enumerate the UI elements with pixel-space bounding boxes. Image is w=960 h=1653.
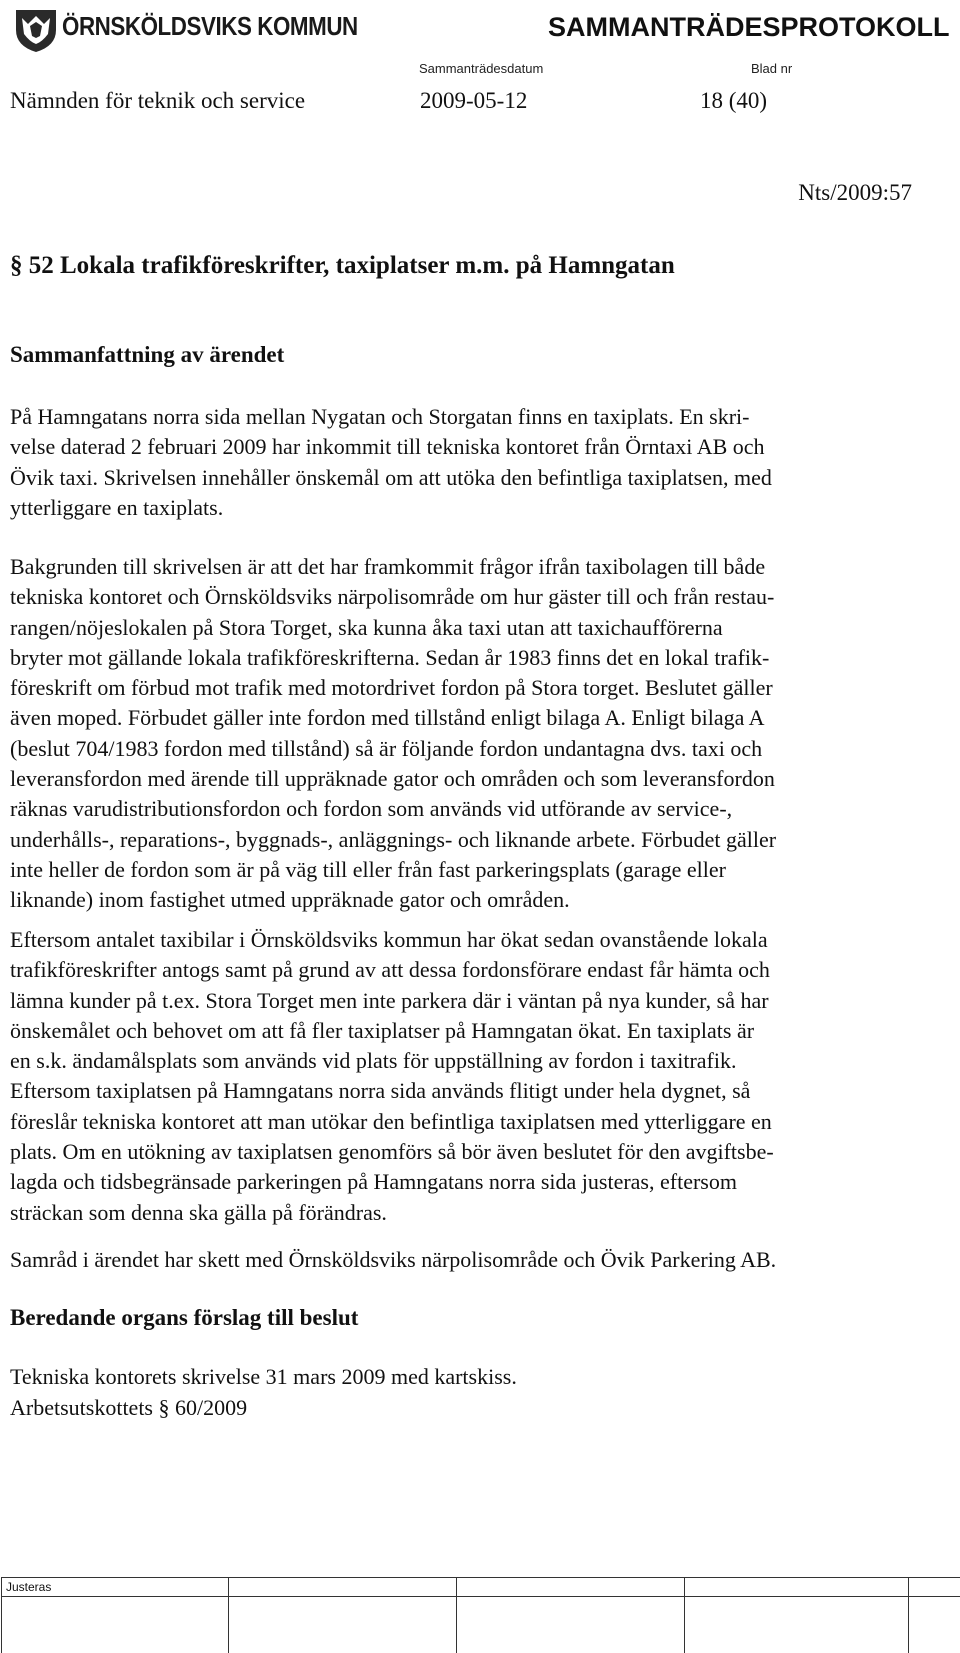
paragraph-line: tekniska kontoret och Örnsköldsviks närpolisområde om hur gäster till och från restau- [10,584,775,610]
paragraph-line: rangen/nöjeslokalen på Stora Torget, ska kunna åka taxi utan att taxichaufförerna [10,614,723,640]
paragraph-line: På Hamngatans norra sida mellan Nygatan och Storgatan finns en taxiplats. En skri- [10,404,750,429]
paragraph-4 [10,1245,910,1275]
signature-cell [2,1578,909,1653]
paragraph-line: lagda och tidsbegränsade parkeringen på Hamngatans norra sida justeras, eftersom [10,1169,737,1195]
section-heading: § 52 Lokala trafikföreskrifter, taxiplatser m.m. på Hamngatan [10,252,675,279]
date-label: Sammanträdesdatum [419,61,544,76]
reference-item: Arbetsutskottets § 60/2009 [10,1394,248,1420]
paragraph-line: lämna kunder på t.ex. Stora Torget men inte parkera där i väntan på nya kunder, så har [10,987,769,1013]
case-reference: Nts/2009:57 [798,180,912,205]
paragraph-line: trafikföreskrifter antogs samt på grund av att dessa fordonsförare endast får hämta och [10,957,770,983]
paragraph-line: en s.k. ändamålsplats som används vid plats för uppställning av fordon i taxitrafik. [10,1048,737,1074]
paragraph-line: leveransfordon med ärende till uppräknade gator och områden och som leveransfordon [10,766,775,792]
reference-item: Tekniska kontorets skrivelse 31 mars 2009 med kartskiss. [10,1364,517,1389]
summary-heading: Sammanfattning av ärendet [10,342,285,367]
paragraph-line: Eftersom taxiplatsen på Hamngatans norra sida används flitigt under hela dygnet, så [10,1078,751,1104]
paragraph-1 [10,402,910,523]
paragraph-line: bryter mot gällande lokala trafikföreskrifterna. Sedan år 1983 finns det en lokal trafik- [10,644,770,670]
paragraph-line: ytterliggare en taxiplats. [10,494,224,520]
paragraph-line: plats. Om en utökning av taxiplatsen genomförs så bör även beslutet för den avgiftsbe- [10,1139,774,1165]
page-label: Blad nr [751,61,793,76]
paragraph-line: underhålls-, reparations-, byggnads-, anläggnings- och liknande arbete. Förbudet gäller [10,826,777,852]
proposal-heading: Beredande organs förslag till beslut [10,1305,359,1330]
municipality-name: ÖRNSKÖLDSVIKS KOMMUN [62,11,358,41]
paragraph-line: Samråd i ärendet har skett med Örnsköldsviks närpolisområde och Övik Parkering AB. [10,1247,777,1272]
paragraph-line: föreslår tekniska kontoret att man utökar den befintliga taxiplatsen med ytterliggare en [10,1108,772,1134]
paragraph-line: velse daterad 2 februari 2009 har inkommit till tekniska kontoret från Örntaxi AB och [10,434,765,460]
paragraph-line: liknande) inom fastighet utmed uppräknade gator och områden. [10,887,570,913]
paragraph-line: inte heller de fordon som är på väg till eller från fast parkeringsplats (garage eller [10,856,726,882]
reference-list [10,1362,517,1423]
paragraph-2 [10,552,910,916]
paragraph-line: (beslut 704/1983 fordon med tillstånd) så är följande fordon undantagna dvs. taxi och [10,735,763,761]
paragraph-line: Övik taxi. Skrivelsen innehåller önskemål om att utöka den befintliga taxiplatsen, med [10,464,772,490]
justeras-label: Justeras [6,1580,52,1594]
page-number: 18 (40) [700,88,768,113]
paragraph-line: sträckan som denna ska gälla på förändras. [10,1199,387,1225]
paragraph-line: räknas varudistributionsfordon och fordon som används vid utförande av service-, [10,796,733,822]
signature-table [1,1577,960,1653]
paragraph-line: Eftersom antalet taxibilar i Örnsköldsviks kommun har ökat sedan ovanstående lokala [10,927,768,952]
paragraph-line: önskemålet och behovet om att få fler taxiplatser på Hamngatan ökat. En taxiplats är [10,1017,755,1043]
paragraph-3 [10,925,910,1228]
crest-icon [12,4,60,54]
paragraph-line: Bakgrunden till skrivelsen är att det har framkommit frågor ifrån taxibolagen till både [10,554,766,579]
meeting-date: 2009-05-12 [420,88,528,113]
paragraph-line: även moped. Förbudet gäller inte fordon med tillstånd enligt bilaga A. Enligt bilaga A [10,705,765,731]
paragraph-line: föreskrift om förbud mot trafik med motordrivet fordon på Stora torget. Beslutet gäller [10,675,773,701]
document-type: SAMMANTRÄDESPROTOKOLL [548,12,950,42]
committee-name: Nämnden för teknik och service [10,88,306,113]
